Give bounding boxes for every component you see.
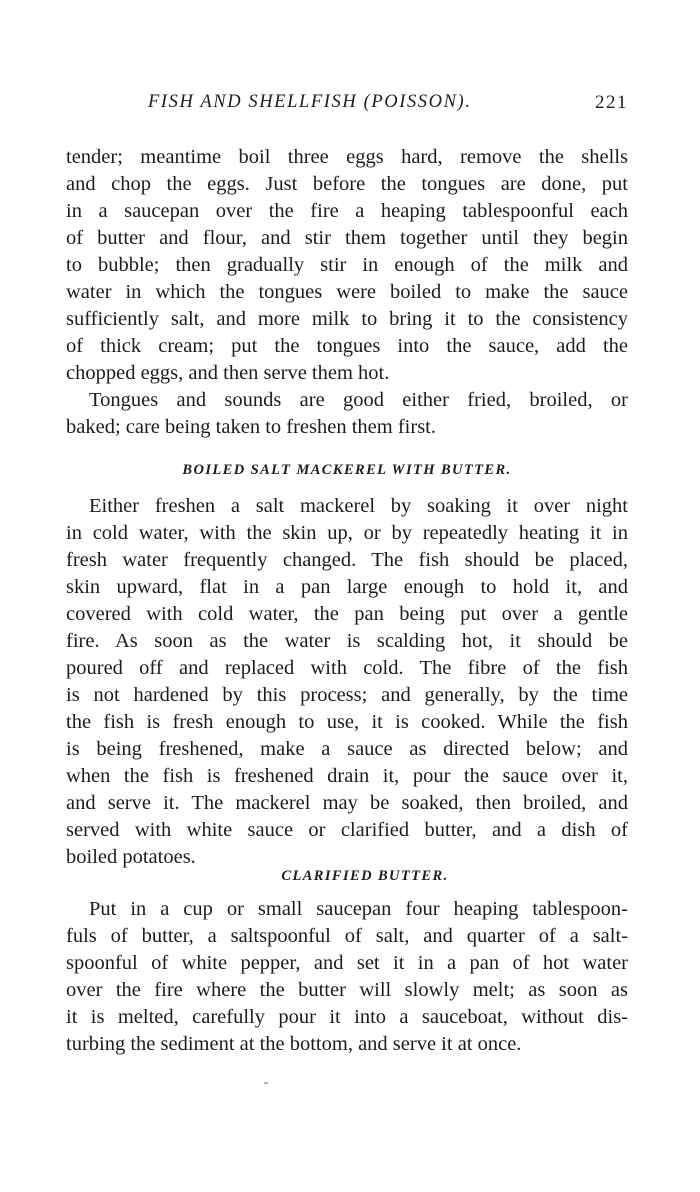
text-line: the fish is fresh enough to use, it is cooked. While the fish xyxy=(66,711,628,733)
text-line: skin upward, flat in a pan large enough to hold it, and xyxy=(66,576,628,598)
text-line: when the fish is freshened drain it, pour the sauce over it, xyxy=(66,765,628,787)
text-line: is not hardened by this process; and generally, by the time xyxy=(66,684,628,706)
text-line: turbing the sediment at the bottom, and serve it at once. xyxy=(66,1033,522,1055)
text-line: Either freshen a salt mackerel by soaking it over night xyxy=(89,495,628,517)
text-line: it is melted, carefully pour it into a sauceboat, without dis- xyxy=(66,1006,628,1028)
text-line: in a saucepan over the fire a heaping tablespoonful each xyxy=(66,200,628,222)
text-line: covered with cold water, the pan being put over a gentle xyxy=(66,603,628,625)
text-line: sufficiently salt, and more milk to bring it to the consistency xyxy=(66,308,628,330)
text-line: tender; meantime boil three eggs hard, remove the shells xyxy=(66,146,628,168)
text-line: to bubble; then gradually stir in enough of the milk and xyxy=(66,254,628,276)
paper-speck xyxy=(264,1082,268,1084)
text-line: is being freshened, make a sauce as directed below; and xyxy=(66,738,628,760)
text-line: of thick cream; put the tongues into the sauce, add the xyxy=(66,335,628,357)
text-line: over the fire where the butter will slowly melt; as soon as xyxy=(66,979,628,1001)
text-line: fuls of butter, a saltspoonful of salt, and quarter of a salt- xyxy=(66,925,628,947)
text-line: fresh water frequently changed. The fish should be placed, xyxy=(66,549,628,571)
running-head xyxy=(66,92,628,118)
page-number: 221 xyxy=(595,92,628,113)
text-line: poured off and replaced with cold. The fibre of the fish xyxy=(66,657,628,679)
text-line: Put in a cup or small saucepan four heaping tablespoon- xyxy=(89,898,628,920)
text-line: fire. As soon as the water is scalding hot, it should be xyxy=(66,630,628,652)
text-line: and serve it. The mackerel may be soaked, then broiled, and xyxy=(66,792,628,814)
section-heading-clarified-butter: CLARIFIED BUTTER. xyxy=(281,868,449,884)
text-line: water in which the tongues were boiled to make the sauce xyxy=(66,281,628,303)
running-title: FISH AND SHELLFISH (POISSON). xyxy=(148,92,472,112)
text-line: spoonful of white pepper, and set it in a pan of hot water xyxy=(66,952,628,974)
text-line: chopped eggs, and then serve them hot. xyxy=(66,362,390,384)
text-line: boiled potatoes. xyxy=(66,846,196,868)
text-line: in cold water, with the skin up, or by repeatedly heating it in xyxy=(66,522,628,544)
section-heading-boiled-salt-mackerel: BOILED SALT MACKEREL WITH BUTTER. xyxy=(182,462,512,478)
text-line: served with white sauce or clarified butter, and a dish of xyxy=(66,819,628,841)
text-line: baked; care being taken to freshen them first. xyxy=(66,416,436,438)
text-line: of butter and flour, and stir them together until they begin xyxy=(66,227,628,249)
text-line: and chop the eggs. Just before the tongues are done, put xyxy=(66,173,628,195)
text-line: Tongues and sounds are good either fried, broiled, or xyxy=(89,389,628,411)
